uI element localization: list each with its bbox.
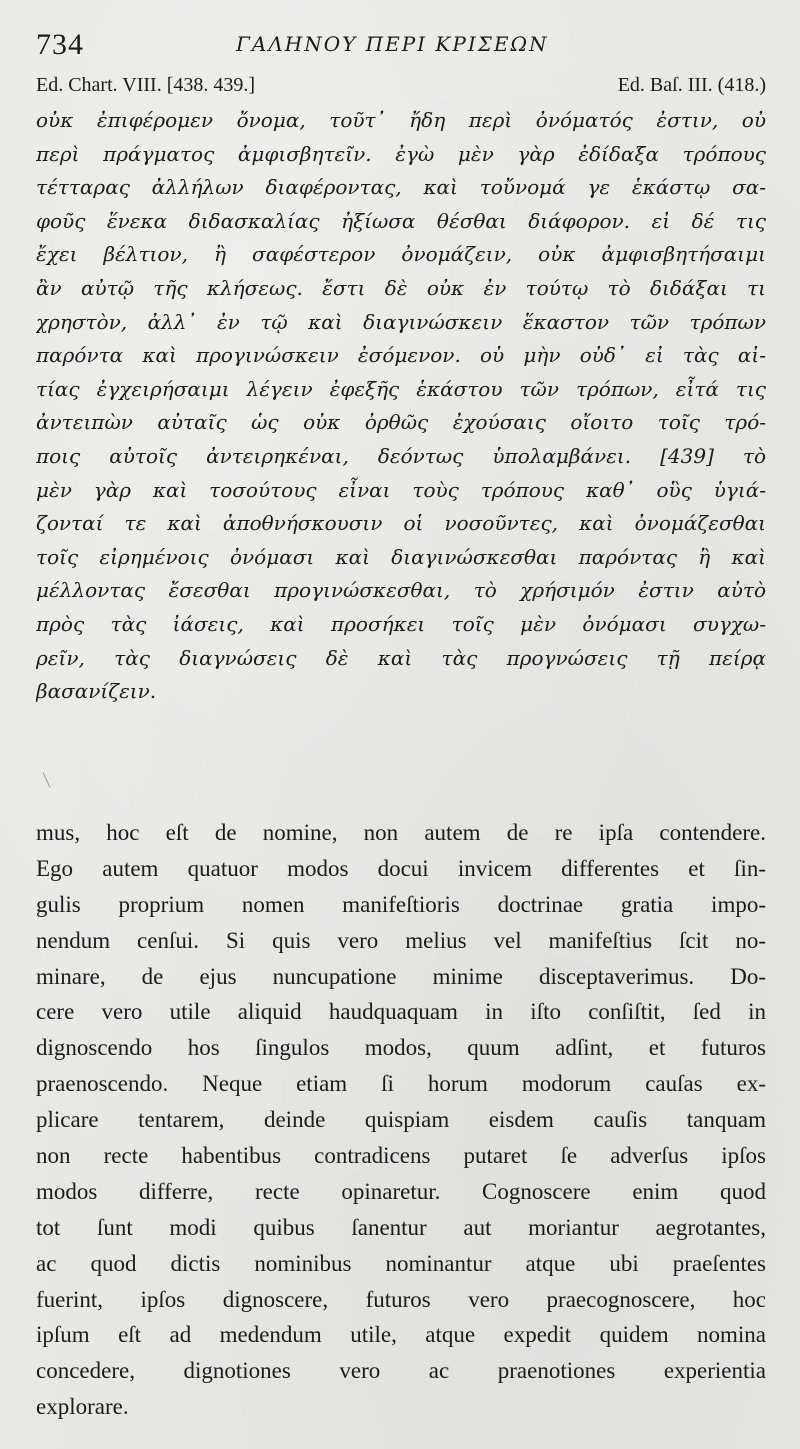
edition-reference-line xyxy=(36,74,766,100)
greek-text-line: ἔχει βέλτιον, ἢ σαφέστερον ὀνομάζειν, οὐκ ἀμφισβητήσαιμι xyxy=(36,242,766,267)
running-title: ΓΑΛΗΝΟΥ ΠΕΡΙ ΚΡΙΣΕΩΝ xyxy=(236,32,549,56)
latin-text-line: non recte habentibus contradicens putaret ſe adverſus ipſos xyxy=(36,1143,766,1169)
latin-text-line: mus, hoc eſt de nomine, non autem de re ipſa contendere. xyxy=(36,820,766,845)
page-number: 734 xyxy=(36,28,84,61)
latin-text-line: modos differre, recte opinaretur. Cognoscere enim quod xyxy=(36,1178,766,1204)
latin-text-line: Ego autem quatuor modos docui invicem differentes et ſin- xyxy=(36,855,766,881)
greek-text-line: τοῖς εἰρημένοις ὀνόμασι καὶ διαγινώσκεσθαι παρόντας ἢ καὶ xyxy=(36,544,766,569)
latin-text-line: cere vero utile aliquid haudquaquam in iſto conſiſtit, ſed in xyxy=(36,999,766,1025)
edition-reference-chartier: Ed. Chart. VIII. [438. 439.] xyxy=(36,74,256,96)
greek-text-line: περὶ πράγματος ἀμφισβητεῖν. ἐγὼ μὲν γὰρ ἐδίδαξα τρόπους xyxy=(36,141,766,166)
latin-text-line: ipſum eſt ad medendum utile, atque expedit quidem nomina xyxy=(36,1322,766,1348)
greek-text-line: παρόντα καὶ προγινώσκειν ἐσόμενον. οὐ μὴν οὐδ᾽ εἰ τὰς αἰ- xyxy=(36,343,766,368)
latin-text-line: plicare tentarem, deinde quispiam eisdem cauſis tanquam xyxy=(36,1107,766,1133)
latin-text-line: tot ſunt modi quibus ſanentur aut moriantur aegrotantes, xyxy=(36,1214,766,1240)
greek-text-line: ποις αὐτοῖς ἀντειρηκέναι, δεόντως ὑπολαμβάνει. [439] τὸ xyxy=(36,443,766,468)
latin-text-line: fuerint, ipſos dignoscere, futuros vero praecognoscere, hoc xyxy=(36,1286,766,1312)
latin-text-line: minare, de ejus nuncupatione minime disceptaverimus. Do- xyxy=(36,963,766,989)
page-header xyxy=(36,28,766,64)
latin-text-line: ac quod dictis nominibus nominantur atque ubi praeſentes xyxy=(36,1250,766,1276)
greek-text-line: τίας ἐγχειρήσαιμι λέγειν ἐφεξῆς ἑκάστου τῶν τρόπων, εἶτά τις xyxy=(36,376,766,401)
greek-text-line: ζονταί τε καὶ ἀποθνήσκουσιν οἱ νοσοῦντες, καὶ ὀνομάζεσθαι xyxy=(36,511,766,536)
greek-text-line: ἀντειπὼν αὐταῖς ὡς οὐκ ὀρθῶς ἐχούσαις οἴοιτο τοῖς τρό- xyxy=(36,410,766,435)
stray-mark xyxy=(43,773,51,788)
greek-text-line: χρηστὸν, ἀλλ᾽ ἐν τῷ καὶ διαγινώσκειν ἕκαστον τῶν τρόπων xyxy=(36,309,766,334)
greek-text-line: φοῦς ἕνεκα διδασκαλίας ἠξίωσα θέσθαι διάφορον. εἰ δέ τις xyxy=(36,208,766,233)
greek-text-line: οὐκ ἐπιφέρομεν ὄνομα, τοῦτ᾽ ἤδη περὶ ὀνόματός ἐστιν, οὐ xyxy=(36,108,766,132)
latin-text-block xyxy=(36,815,766,1425)
greek-text-line: μέλλοντας ἔσεσθαι προγινώσκεσθαι, τὸ χρήσιμόν ἐστιν αὐτὸ xyxy=(36,578,766,603)
greek-text-block xyxy=(36,104,766,709)
latin-text-line: explorare. xyxy=(36,1394,129,1420)
greek-text-line: τέτταρας ἀλλήλων διαφέροντας, καὶ τοὔνομά γε ἑκάστῳ σα- xyxy=(36,175,766,200)
latin-text-line: praenoscendo. Neque etiam ſi horum modorum cauſas ex- xyxy=(36,1071,766,1097)
latin-text-line: nendum cenſui. Si quis vero melius vel manifeſtius ſcit no- xyxy=(36,927,766,953)
greek-text-line: ἂν αὐτῷ τῆς κλήσεως. ἔστι δὲ οὐκ ἐν τούτῳ τὸ διδάξαι τι xyxy=(36,275,766,300)
latin-text-line: concedere, dignotiones vero ac praenotiones experientia xyxy=(36,1358,766,1384)
greek-text-line: ρεῖν, τὰς διαγνώσεις δὲ καὶ τὰς προγνώσεις τῇ πείρᾳ xyxy=(36,645,766,670)
edition-reference-basel: Ed. Baſ. III. (418.) xyxy=(617,74,766,96)
greek-text-line: μὲν γὰρ καὶ τοσούτους εἶναι τοὺς τρόπους καθ᾽ οὓς ὑγιά- xyxy=(36,477,766,502)
latin-text-line: dignoscendo hos ſingulos modos, quum adſint, et futuros xyxy=(36,1035,766,1061)
greek-text-line: πρὸς τὰς ἰάσεις, καὶ προσήκει τοῖς μὲν ὀνόμασι συγχω- xyxy=(36,611,766,636)
greek-text-line: βασανίζειν. xyxy=(36,679,157,704)
latin-text-line: gulis proprium nomen manifeſtioris doctrinae gratia impo- xyxy=(36,891,766,917)
